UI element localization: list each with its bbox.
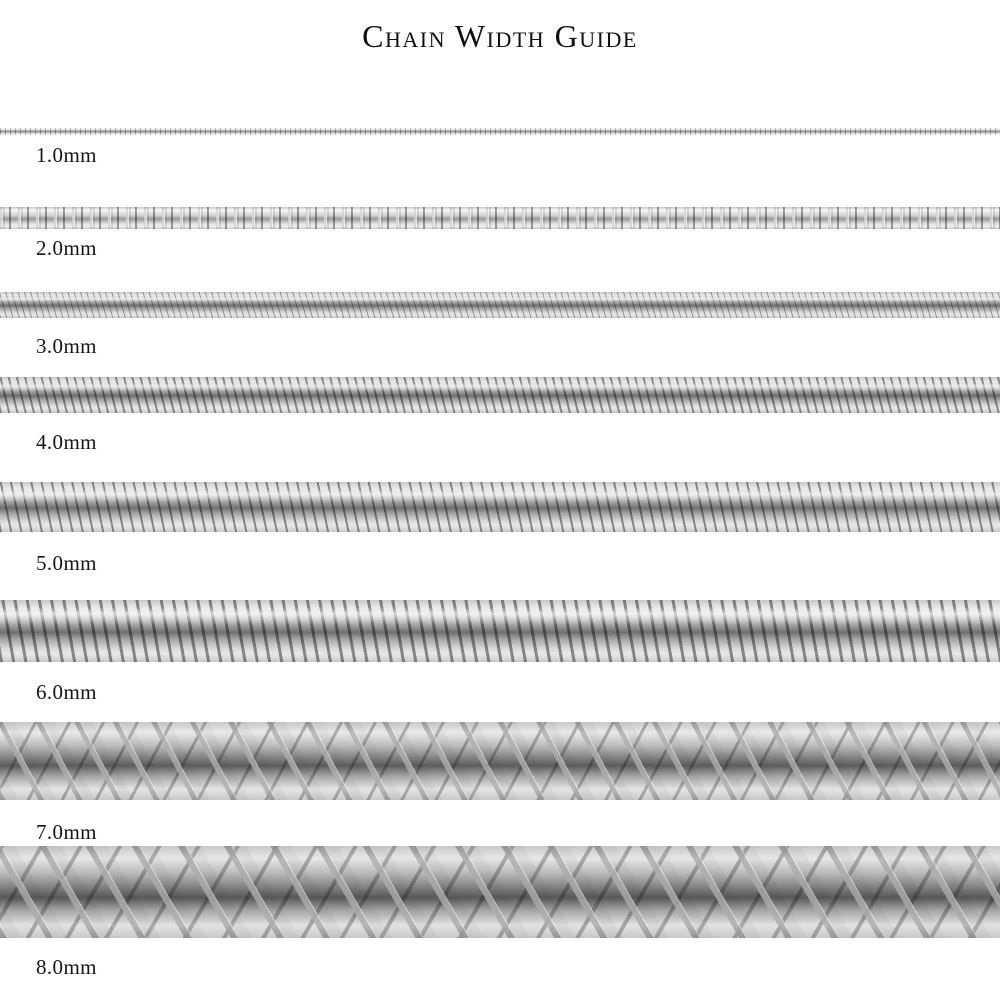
chain-specular-highlight [0, 600, 1000, 662]
chain-band-8-0mm [0, 846, 1000, 938]
chain-specular-highlight [0, 292, 1000, 318]
chain-band-1-0mm [0, 128, 1000, 135]
chain-label-1-0mm: 1.0mm [36, 143, 97, 167]
chain-label-5-0mm: 5.0mm [36, 551, 97, 575]
chain-specular-highlight [0, 482, 1000, 532]
chain-specular-highlight [0, 377, 1000, 413]
chain-label-6-0mm: 6.0mm [36, 680, 97, 704]
chain-band-2-0mm [0, 207, 1000, 229]
page-title: Chain Width Guide [362, 18, 638, 54]
chain-band-3-0mm [0, 292, 1000, 318]
chain-link-texture [0, 128, 1000, 135]
chain-band-4-0mm [0, 377, 1000, 413]
chain-band-7-0mm [0, 722, 1000, 800]
chain-label-3-0mm: 3.0mm [36, 334, 97, 358]
chain-specular-highlight [0, 207, 1000, 229]
chain-label-2-0mm: 2.0mm [36, 236, 97, 260]
chain-specular-highlight [0, 846, 1000, 938]
chain-label-4-0mm: 4.0mm [36, 430, 97, 454]
chain-band-6-0mm [0, 600, 1000, 662]
chain-band-5-0mm [0, 482, 1000, 532]
chain-specular-highlight [0, 722, 1000, 800]
chain-label-7-0mm: 7.0mm [36, 820, 97, 844]
chain-label-8-0mm: 8.0mm [36, 955, 97, 979]
